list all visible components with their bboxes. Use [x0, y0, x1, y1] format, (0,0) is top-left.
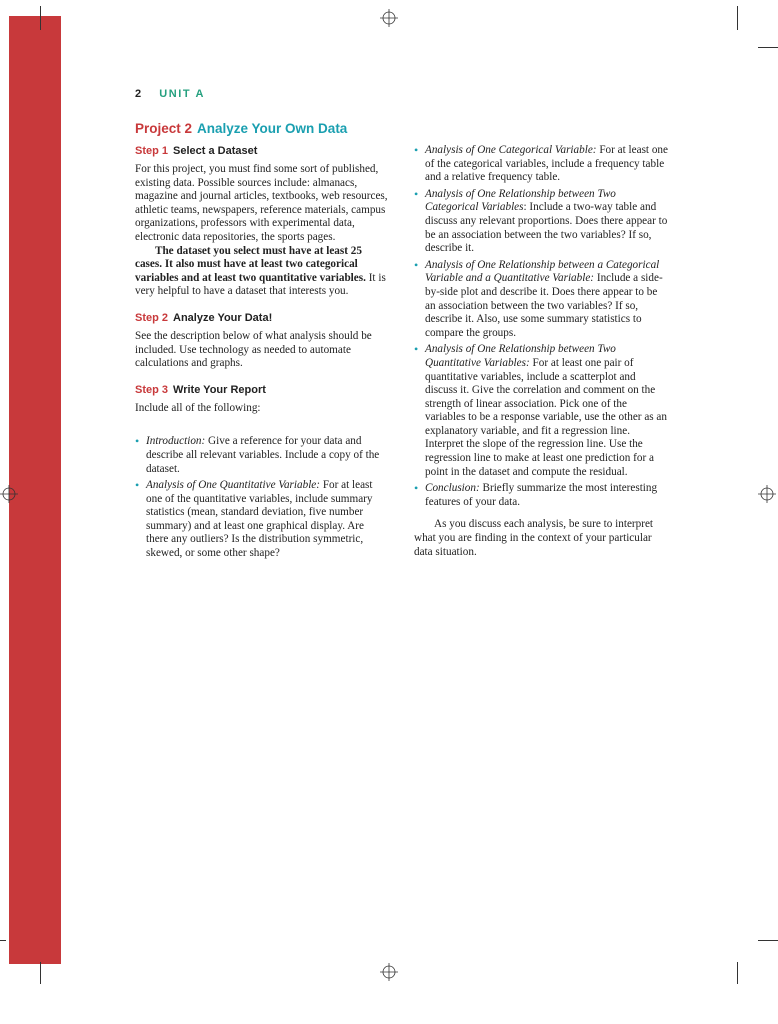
item-term: Analysis of One Categorical Variable:	[425, 144, 597, 156]
item-term: Analysis of One Relationship between Two Quantitative Variables:	[425, 343, 616, 369]
list-item	[414, 188, 668, 256]
step2-paragraph: See the description below of what analysis should be included. Use technology as needed to automate calculations and graphs.	[135, 329, 372, 370]
bullet-icon: •	[414, 257, 419, 272]
list-item	[135, 479, 388, 561]
step1-paragraph: For this project, you must find some sort of published, existing data. Possible sources include: almanacs, magazine and journal articles, textbooks, web resources, athletic teams, newspapers, reference materials, campus organizations, professors with experimental data, electronic data repositories, the sports pages.	[135, 163, 388, 243]
item-term: Conclusion:	[425, 482, 480, 495]
list-item	[414, 482, 668, 509]
registration-mark-icon	[758, 485, 776, 503]
crop-mark	[0, 940, 6, 941]
item-text: Briefly summarize the most interesting features of your data.	[425, 482, 658, 508]
crop-mark	[758, 940, 778, 941]
step3-intro: Include all of the following:	[135, 401, 261, 414]
step-title: Write Your Report	[173, 383, 266, 396]
item-text: For at least one of the categorical variables, include a frequency table and a relative frequency table.	[425, 144, 668, 184]
item-text: For at least one of the quantitative variables, include summary statistics (mean, standard deviation, five number summary) and at least one graphical display. Are there any outliers? Is the distribution symmetric, skewed, or some other shape?	[146, 479, 373, 560]
item-term: Analysis of One Quantitative Variable:	[146, 479, 321, 492]
item-term: Introduction:	[146, 435, 206, 448]
step-heading	[135, 383, 388, 397]
bullet-icon: •	[414, 186, 419, 201]
step-number: Step 1	[135, 145, 169, 157]
step-number: Step 3	[135, 383, 169, 396]
registration-mark-icon	[380, 9, 398, 27]
right-bullet-list	[414, 144, 668, 509]
step-heading	[135, 144, 388, 158]
bullet-icon: •	[135, 434, 140, 449]
crop-mark	[758, 47, 778, 48]
crop-mark	[40, 962, 41, 984]
running-header	[135, 88, 205, 100]
item-text: Give a reference for your data and describe all relevant variables. Include a copy of the dataset.	[146, 435, 380, 475]
item-text: For at least one pair of quantitative variables, include a scatterplot and discuss it. Give the correlation and comment on the strength of linear association. Pick one of the variables to be a response variable, use the other as an explanatory variable, and fit a regression line. Interpret the slope of the regression line. Use the regression line to make at least one prediction for a point in the dataset and compute the residual.	[425, 356, 667, 478]
left-bullet-list	[135, 435, 388, 560]
step-heading	[135, 311, 388, 325]
item-term: Analysis of One Relationship between a Categorical Variable and a Quantitative Variable:	[425, 258, 660, 285]
project-title	[135, 121, 388, 137]
right-column	[414, 144, 668, 559]
registration-mark-icon	[0, 485, 18, 503]
step-number: Step 2	[135, 311, 169, 324]
crop-mark	[40, 6, 41, 30]
crop-mark	[737, 6, 738, 30]
step-title: Analyze Your Data!	[173, 311, 273, 324]
list-item	[414, 343, 668, 479]
bullet-icon: •	[414, 143, 419, 157]
item-text: Include a side-by-side plot and describe it. Does there appear to be an association between the two variables? If so, describe it. Also, use some summary statistics to compare the groups.	[425, 272, 663, 339]
requirements-bold: The dataset you select must have at least 25 cases. It also must have at least two categorical variables and at least two quantitative variables.	[135, 244, 366, 284]
page-number: 2	[135, 88, 142, 100]
step-title: Select a Dataset	[173, 145, 258, 157]
item-text: : Include a two-way table and discuss any relevant proportions. Does there appear to be an association between the two variables? If so, describe it.	[425, 201, 668, 255]
left-column	[135, 121, 388, 564]
closing-paragraph: As you discuss each analysis, be sure to interpret what you are finding in the context of your particular data situation.	[414, 518, 654, 558]
registration-mark-icon	[380, 963, 398, 981]
bullet-icon: •	[414, 342, 419, 357]
unit-label: UNIT A	[159, 88, 206, 100]
step1-requirements	[135, 245, 388, 299]
requirements-rest: It is very helpful to have a dataset that interests you.	[135, 271, 386, 298]
bullet-icon: •	[135, 478, 140, 493]
bullet-icon: •	[414, 481, 419, 496]
list-item	[414, 259, 668, 341]
list-item	[135, 435, 388, 476]
project-number: Project 2	[135, 121, 193, 136]
list-item	[414, 144, 668, 185]
item-term: Analysis of One Relationship between Two Categorical Variables	[425, 187, 616, 214]
crop-mark	[737, 962, 738, 984]
project-name: Analyze Your Own Data	[197, 121, 348, 136]
